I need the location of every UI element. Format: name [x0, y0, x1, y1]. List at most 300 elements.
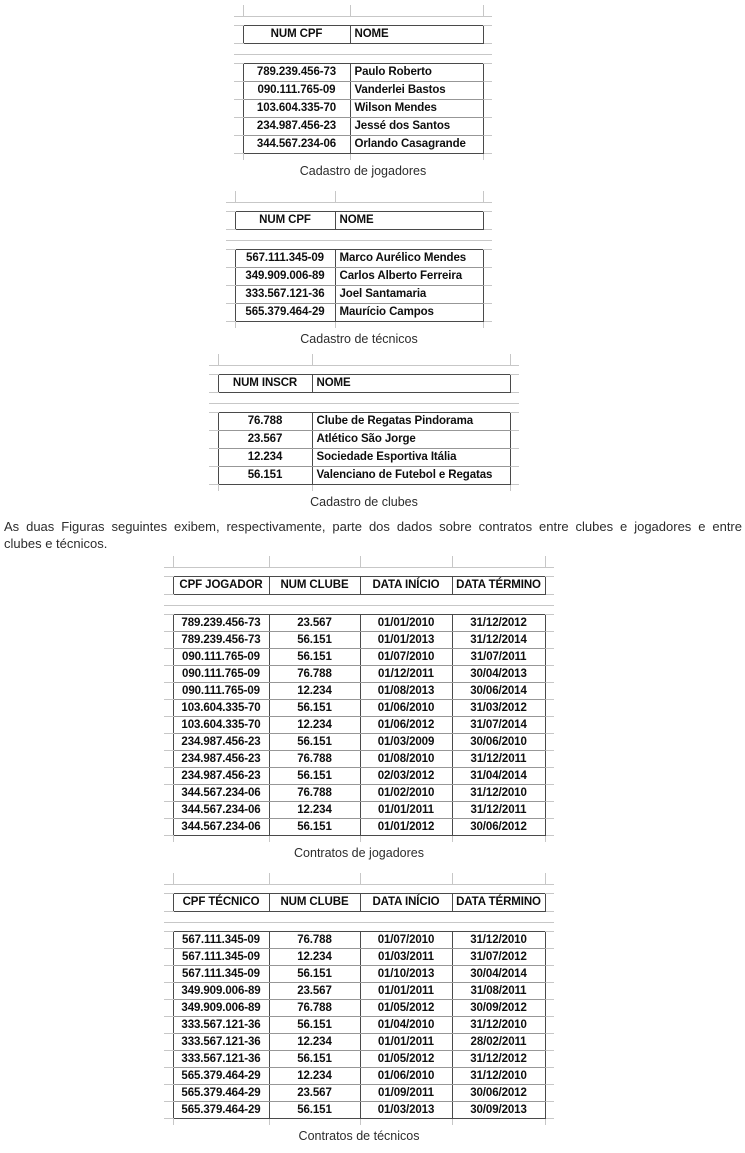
cell: 567.111.345-09 — [173, 931, 269, 948]
cell: 01/03/2013 — [360, 1101, 452, 1118]
cell: Jessé dos Santos — [350, 117, 483, 135]
cell: 31/07/2011 — [452, 648, 545, 665]
cadastro-de-clubes-table — [209, 354, 519, 491]
gridline-tick — [360, 556, 452, 567]
column-header: NUM CLUBE — [269, 893, 360, 911]
gridline-stub — [545, 648, 554, 665]
empty-cell — [173, 605, 269, 614]
cell: Wilson Mendes — [350, 99, 483, 117]
gridline-stub — [545, 835, 554, 842]
cell: 12.234 — [269, 1033, 360, 1050]
column-header: CPF TÉCNICO — [173, 893, 269, 911]
gridline-tick — [350, 153, 483, 160]
cell: Orlando Casagrande — [350, 135, 483, 153]
column-header: NUM CLUBE — [269, 576, 360, 594]
empty-cell — [350, 43, 483, 54]
empty-cell — [269, 594, 360, 605]
cell: 333.567.121-36 — [235, 285, 335, 303]
gridline-stub — [234, 135, 243, 153]
cell: 30/06/2010 — [452, 733, 545, 750]
cell: 01/06/2010 — [360, 1067, 452, 1084]
cell: 23.567 — [269, 1084, 360, 1101]
cell: 565.379.464-29 — [173, 1067, 269, 1084]
gridline-stub — [545, 1067, 554, 1084]
intro-paragraph — [4, 518, 742, 552]
gridline-tick — [360, 835, 452, 842]
cell: 31/12/2010 — [452, 784, 545, 801]
cell: 31/12/2010 — [452, 931, 545, 948]
gridline-stub — [510, 365, 519, 374]
gridline-tick — [335, 191, 483, 202]
column-header: NOME — [312, 374, 510, 392]
empty-cell — [173, 911, 269, 922]
empty-cell — [173, 884, 269, 893]
cell: 12.234 — [269, 682, 360, 699]
cell: 31/12/2011 — [452, 750, 545, 767]
gridline-tick — [173, 873, 269, 884]
empty-cell — [312, 392, 510, 403]
column-header: NOME — [350, 25, 483, 43]
gridline-stub — [164, 767, 173, 784]
gridline-stub — [226, 303, 235, 321]
gridline-stub — [545, 631, 554, 648]
gridline-stub — [164, 873, 173, 884]
gridline-stub — [164, 965, 173, 982]
gridline-stub — [545, 1016, 554, 1033]
cell: 76.788 — [218, 412, 312, 430]
gridline-stub — [226, 240, 235, 249]
cell: 31/04/2014 — [452, 767, 545, 784]
empty-cell — [360, 911, 452, 922]
cell: 76.788 — [269, 931, 360, 948]
empty-cell — [360, 594, 452, 605]
gridline-stub — [164, 884, 173, 893]
gridline-stub — [483, 5, 492, 16]
contratos-de-tecnicos-table — [164, 873, 554, 1125]
gridline-stub — [209, 448, 218, 466]
gridline-stub — [483, 99, 492, 117]
gridline-stub — [545, 948, 554, 965]
gridline-stub — [545, 784, 554, 801]
gridline-stub — [164, 648, 173, 665]
gridline-stub — [209, 403, 218, 412]
cell: 565.379.464-29 — [173, 1101, 269, 1118]
gridline-stub — [234, 25, 243, 43]
empty-cell — [335, 202, 483, 211]
gridline-stub — [164, 1033, 173, 1050]
gridline-stub — [209, 392, 218, 403]
gridline-stub — [545, 682, 554, 699]
cell: 01/06/2012 — [360, 716, 452, 733]
cell: 234.987.456-23 — [173, 767, 269, 784]
cell: 090.111.765-09 — [173, 648, 269, 665]
gridline-tick — [173, 1118, 269, 1125]
empty-cell — [360, 922, 452, 931]
empty-cell — [452, 884, 545, 893]
gridline-stub — [483, 25, 492, 43]
gridline-tick — [218, 484, 312, 491]
gridline-stub — [226, 321, 235, 328]
cell: 31/07/2014 — [452, 716, 545, 733]
cell: 01/01/2012 — [360, 818, 452, 835]
empty-cell — [243, 43, 350, 54]
gridline-tick — [269, 1118, 360, 1125]
cell: 01/09/2011 — [360, 1084, 452, 1101]
empty-cell — [452, 567, 545, 576]
cell: 76.788 — [269, 665, 360, 682]
cell: 344.567.234-06 — [173, 818, 269, 835]
gridline-tick — [452, 873, 545, 884]
gridline-tick — [335, 321, 483, 328]
cell: 565.379.464-29 — [235, 303, 335, 321]
gridline-stub — [226, 267, 235, 285]
gridline-stub — [226, 229, 235, 240]
gridline-tick — [269, 873, 360, 884]
gridline-stub — [545, 1033, 554, 1050]
gridline-stub — [545, 922, 554, 931]
cell: 56.151 — [269, 631, 360, 648]
cell: 56.151 — [269, 699, 360, 716]
empty-cell — [350, 54, 483, 63]
cell: 349.909.006-89 — [173, 999, 269, 1016]
cell: 12.234 — [269, 1067, 360, 1084]
cell: 01/08/2013 — [360, 682, 452, 699]
cell: 56.151 — [269, 1101, 360, 1118]
empty-cell — [243, 16, 350, 25]
gridline-stub — [234, 5, 243, 16]
cell: 01/01/2011 — [360, 982, 452, 999]
cell: 01/01/2011 — [360, 1033, 452, 1050]
gridline-stub — [209, 365, 218, 374]
cell: Valenciano de Futebol e Regatas — [312, 466, 510, 484]
cell: 01/10/2013 — [360, 965, 452, 982]
cell: 333.567.121-36 — [173, 1033, 269, 1050]
gridline-stub — [545, 767, 554, 784]
empty-cell — [312, 365, 510, 374]
intro-line-1: As duas Figuras seguintes exibem, respectivamente, parte dos dados sobre contratos entre clubes e jogadores e entre — [4, 519, 742, 534]
column-header: NOME — [335, 211, 483, 229]
cell: 01/04/2010 — [360, 1016, 452, 1033]
gridline-tick — [269, 556, 360, 567]
gridline-stub — [510, 484, 519, 491]
cell: 56.151 — [269, 733, 360, 750]
caption-cadastro-de-jogadores: Cadastro de jogadores — [299, 164, 427, 178]
gridline-stub — [226, 211, 235, 229]
gridline-stub — [545, 716, 554, 733]
cell: 01/06/2010 — [360, 699, 452, 716]
gridline-stub — [545, 893, 554, 911]
cell: 01/01/2010 — [360, 614, 452, 631]
column-header: NUM INSCR — [218, 374, 312, 392]
gridline-stub — [545, 733, 554, 750]
gridline-stub — [483, 16, 492, 25]
gridline-stub — [234, 117, 243, 135]
gridline-stub — [483, 135, 492, 153]
cell: 30/06/2012 — [452, 818, 545, 835]
gridline-stub — [164, 1067, 173, 1084]
cell: 333.567.121-36 — [173, 1050, 269, 1067]
gridline-stub — [234, 54, 243, 63]
gridline-stub — [226, 285, 235, 303]
cell: Maurício Campos — [335, 303, 483, 321]
gridline-stub — [545, 965, 554, 982]
gridline-tick — [243, 5, 350, 16]
gridline-stub — [164, 750, 173, 767]
gridline-stub — [209, 484, 218, 491]
cell: 02/03/2012 — [360, 767, 452, 784]
gridline-stub — [164, 948, 173, 965]
gridline-stub — [234, 153, 243, 160]
cell: 01/05/2012 — [360, 999, 452, 1016]
cell: 30/09/2012 — [452, 999, 545, 1016]
gridline-stub — [510, 374, 519, 392]
gridline-stub — [164, 784, 173, 801]
gridline-tick — [173, 556, 269, 567]
cell: 565.379.464-29 — [173, 1084, 269, 1101]
cell: Marco Aurélico Mendes — [335, 249, 483, 267]
column-header: DATA TÉRMINO — [452, 893, 545, 911]
cell: 31/12/2012 — [452, 1050, 545, 1067]
gridline-stub — [164, 605, 173, 614]
cell: 01/03/2009 — [360, 733, 452, 750]
cadastro-de-clubes-sheet — [209, 354, 519, 491]
gridline-stub — [545, 982, 554, 999]
gridline-stub — [209, 354, 218, 365]
cell: 103.604.335-70 — [173, 716, 269, 733]
gridline-tick — [312, 484, 510, 491]
cell: 01/08/2010 — [360, 750, 452, 767]
cell: Carlos Alberto Ferreira — [335, 267, 483, 285]
empty-cell — [269, 884, 360, 893]
cell: 12.234 — [218, 448, 312, 466]
cell: 234.987.456-23 — [243, 117, 350, 135]
cell: 349.909.006-89 — [173, 982, 269, 999]
gridline-stub — [209, 374, 218, 392]
gridline-stub — [164, 893, 173, 911]
gridline-stub — [483, 202, 492, 211]
gridline-stub — [483, 267, 492, 285]
empty-cell — [335, 240, 483, 249]
cell: 090.111.765-09 — [173, 682, 269, 699]
gridline-stub — [510, 412, 519, 430]
empty-cell — [452, 594, 545, 605]
cell: 01/02/2010 — [360, 784, 452, 801]
gridline-stub — [510, 354, 519, 365]
cell: 31/07/2012 — [452, 948, 545, 965]
empty-cell — [235, 240, 335, 249]
gridline-tick — [360, 1118, 452, 1125]
column-header: DATA INÍCIO — [360, 576, 452, 594]
gridline-tick — [218, 354, 312, 365]
cadastro-de-tecnicos-sheet — [226, 191, 492, 328]
gridline-tick — [452, 835, 545, 842]
gridline-stub — [164, 801, 173, 818]
empty-cell — [269, 567, 360, 576]
cadastro-de-jogadores-table — [234, 5, 492, 160]
cell: 23.567 — [269, 614, 360, 631]
gridline-tick — [312, 354, 510, 365]
empty-cell — [360, 605, 452, 614]
gridline-stub — [545, 999, 554, 1016]
column-header: CPF JOGADOR — [173, 576, 269, 594]
gridline-stub — [545, 665, 554, 682]
gridline-stub — [545, 605, 554, 614]
empty-cell — [235, 229, 335, 240]
cell: Joel Santamaria — [335, 285, 483, 303]
cell: 30/04/2014 — [452, 965, 545, 982]
gridline-stub — [483, 153, 492, 160]
cell: 31/08/2011 — [452, 982, 545, 999]
gridline-stub — [545, 818, 554, 835]
cell: 23.567 — [269, 982, 360, 999]
gridline-stub — [510, 392, 519, 403]
cell: 333.567.121-36 — [173, 1016, 269, 1033]
cell: Paulo Roberto — [350, 63, 483, 81]
cell: 76.788 — [269, 784, 360, 801]
cell: 090.111.765-09 — [173, 665, 269, 682]
cell: 12.234 — [269, 948, 360, 965]
cell: Atlético São Jorge — [312, 430, 510, 448]
gridline-stub — [545, 1101, 554, 1118]
cell: 789.239.456-73 — [243, 63, 350, 81]
gridline-stub — [483, 211, 492, 229]
cell: 31/12/2011 — [452, 801, 545, 818]
empty-cell — [312, 403, 510, 412]
caption-contratos-de-tecnicos: Contratos de técnicos — [298, 1129, 420, 1143]
gridline-stub — [545, 556, 554, 567]
gridline-stub — [164, 1118, 173, 1125]
cell: Sociedade Esportiva Itália — [312, 448, 510, 466]
cell: 344.567.234-06 — [173, 784, 269, 801]
contratos-de-jogadores-sheet — [164, 556, 554, 842]
gridline-stub — [164, 682, 173, 699]
cell: 234.987.456-23 — [173, 750, 269, 767]
cell: 28/02/2011 — [452, 1033, 545, 1050]
gridline-stub — [545, 576, 554, 594]
gridline-stub — [164, 999, 173, 1016]
gridline-tick — [452, 556, 545, 567]
gridline-tick — [350, 5, 483, 16]
cell: 103.604.335-70 — [243, 99, 350, 117]
gridline-stub — [545, 699, 554, 716]
cadastro-de-tecnicos-table — [226, 191, 492, 328]
caption-contratos-de-jogadores: Contratos de jogadores — [294, 846, 424, 860]
gridline-stub — [164, 576, 173, 594]
empty-cell — [350, 16, 483, 25]
empty-cell — [335, 229, 483, 240]
cell: 56.151 — [269, 965, 360, 982]
cell: 31/12/2012 — [452, 614, 545, 631]
gridline-stub — [234, 43, 243, 54]
cell: 31/12/2014 — [452, 631, 545, 648]
gridline-stub — [164, 733, 173, 750]
gridline-tick — [269, 835, 360, 842]
gridline-stub — [234, 63, 243, 81]
cell: 56.151 — [269, 1016, 360, 1033]
cell: Clube de Regatas Pindorama — [312, 412, 510, 430]
empty-cell — [452, 911, 545, 922]
gridline-tick — [452, 1118, 545, 1125]
gridline-stub — [510, 466, 519, 484]
column-header: NUM CPF — [235, 211, 335, 229]
cell: Vanderlei Bastos — [350, 81, 483, 99]
gridline-stub — [164, 594, 173, 605]
empty-cell — [218, 365, 312, 374]
cell: 344.567.234-06 — [173, 801, 269, 818]
gridline-stub — [483, 81, 492, 99]
cell: 01/03/2011 — [360, 948, 452, 965]
gridline-stub — [510, 430, 519, 448]
cell: 01/07/2010 — [360, 648, 452, 665]
cell: 789.239.456-73 — [173, 631, 269, 648]
gridline-tick — [243, 153, 350, 160]
gridline-stub — [545, 801, 554, 818]
column-header: NUM CPF — [243, 25, 350, 43]
empty-cell — [269, 605, 360, 614]
gridline-stub — [226, 202, 235, 211]
cell: 31/12/2010 — [452, 1016, 545, 1033]
cell: 01/05/2012 — [360, 1050, 452, 1067]
cell: 567.111.345-09 — [173, 965, 269, 982]
empty-cell — [218, 403, 312, 412]
gridline-tick — [360, 873, 452, 884]
column-header: DATA INÍCIO — [360, 893, 452, 911]
cell: 349.909.006-89 — [235, 267, 335, 285]
empty-cell — [269, 922, 360, 931]
gridline-stub — [209, 466, 218, 484]
gridline-stub — [164, 614, 173, 631]
gridline-stub — [545, 1084, 554, 1101]
empty-cell — [218, 392, 312, 403]
figure-cadastro-de-jogadores — [234, 5, 492, 179]
gridline-stub — [234, 99, 243, 117]
gridline-stub — [545, 911, 554, 922]
figure-cadastro-de-clubes — [209, 354, 519, 510]
cell: 76.788 — [269, 750, 360, 767]
gridline-stub — [164, 1101, 173, 1118]
gridline-stub — [483, 191, 492, 202]
gridline-stub — [209, 430, 218, 448]
cell: 31/12/2010 — [452, 1067, 545, 1084]
gridline-stub — [164, 931, 173, 948]
gridline-stub — [545, 1050, 554, 1067]
gridline-stub — [510, 403, 519, 412]
empty-cell — [173, 567, 269, 576]
gridline-stub — [164, 911, 173, 922]
cell: 12.234 — [269, 801, 360, 818]
gridline-stub — [545, 884, 554, 893]
cell: 789.239.456-73 — [173, 614, 269, 631]
contratos-de-jogadores-table — [164, 556, 554, 842]
gridline-stub — [164, 922, 173, 931]
gridline-stub — [164, 835, 173, 842]
gridline-tick — [235, 321, 335, 328]
cadastro-de-jogadores-sheet — [234, 5, 492, 160]
empty-cell — [235, 202, 335, 211]
empty-cell — [452, 922, 545, 931]
cell: 56.151 — [269, 1050, 360, 1067]
empty-cell — [452, 605, 545, 614]
intro-line-2: clubes e técnicos. — [4, 536, 108, 551]
gridline-stub — [164, 567, 173, 576]
gridline-stub — [483, 240, 492, 249]
gridline-stub — [545, 873, 554, 884]
gridline-stub — [209, 412, 218, 430]
gridline-stub — [164, 818, 173, 835]
gridline-stub — [164, 665, 173, 682]
cell: 01/07/2010 — [360, 931, 452, 948]
cell: 56.151 — [269, 767, 360, 784]
